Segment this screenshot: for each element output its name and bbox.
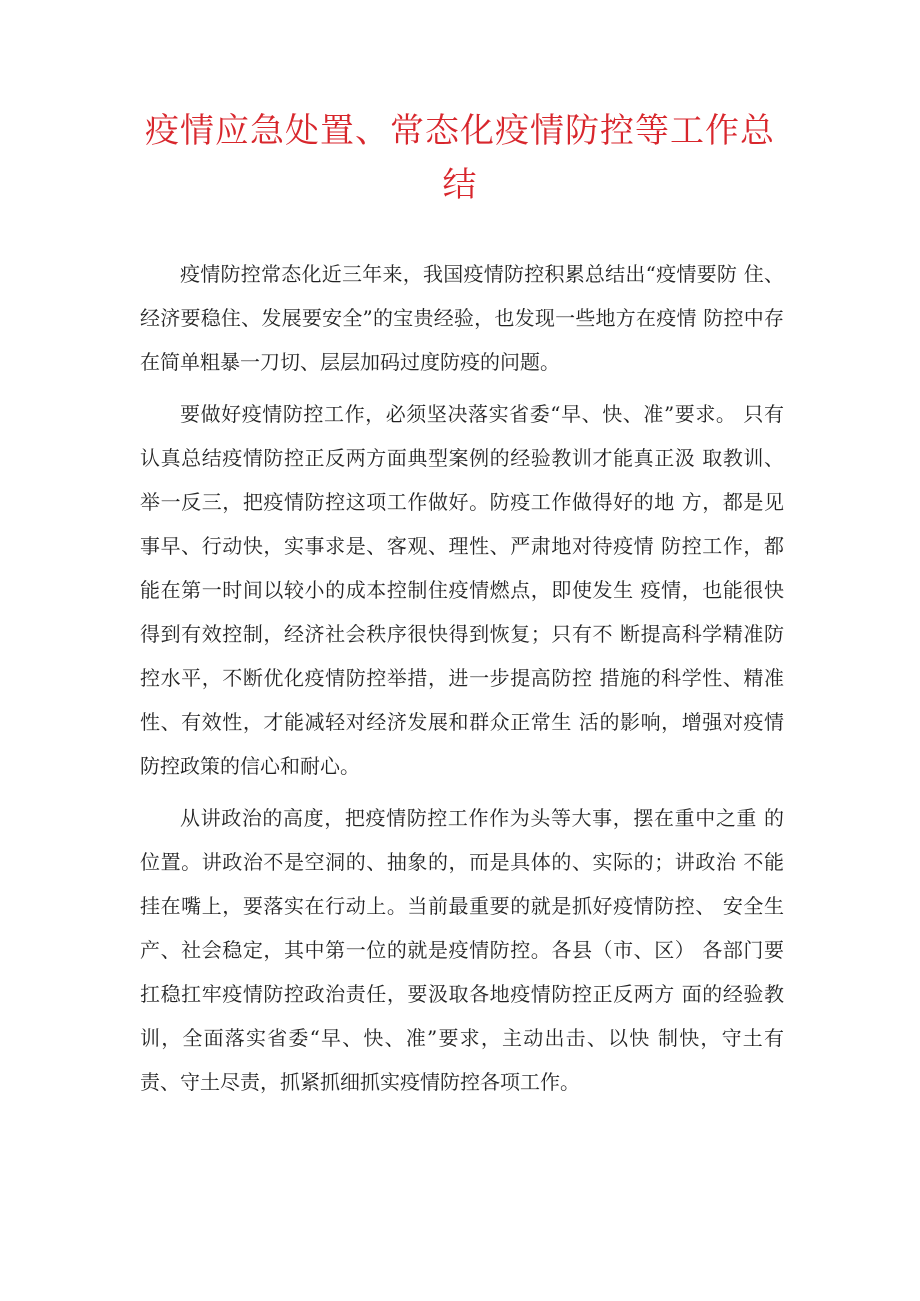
document-title: 疫情应急处置、常态化疫情防控等工作总结: [145, 111, 775, 205]
paragraph-1: 疫情防控常态化近三年来，我国疫情防控积累总结出“疫情要防 住、经济要稳住、发展要安全”的宝贵经验，也发现一些地方在疫情 防控中存在简单粗暴一刀切、层层加码过度防疫的问题。: [140, 262, 784, 374]
paragraph-3: 从讲政治的高度，把疫情防控工作作为头等大事，摆在重中之重 的位置。讲政治不是空洞的、抽象的，而是具体的、实际的；讲政治 不能挂在嘴上，要落实在行动上。当前最重要的就是抓好疫情防控、 安全生产、社会稳定，其中第一位的就是疫情防控。各县（市、区） 各部门要扛稳扛牢疫情防控政治责任，要汲取各地疫情防控正反两方 面的经验教训，全面落实省委“早、快、准”要求，主动出击、以快 制快，守土有责、守土尽责，抓紧抓细抓实疫情防控各项工作。: [140, 806, 784, 1094]
paragraph-2: 要做好疫情防控工作，必须坚决落实省委“早、快、准”要求。 只有认真总结疫情防控正反两方面典型案例的经验教训才能真正汲 取教训、举一反三，把疫情防控这项工作做好。防疫工作做得好的地 方，都是见事早、行动快，实事求是、客观、理性、严肃地对待疫情 防控工作，都能在第一时间以较小的成本控制住疫情燃点，即使发生 疫情，也能很快得到有效控制，经济社会秩序很快得到恢复；只有不 断提高科学精准防控水平，不断优化疫情防控举措，进一步提高防控 措施的科学性、精准性、有效性，才能减轻对经济发展和群众正常生 活的影响，增强对疫情防控政策的信心和耐心。: [140, 402, 784, 778]
document-body: [140, 252, 784, 1112]
